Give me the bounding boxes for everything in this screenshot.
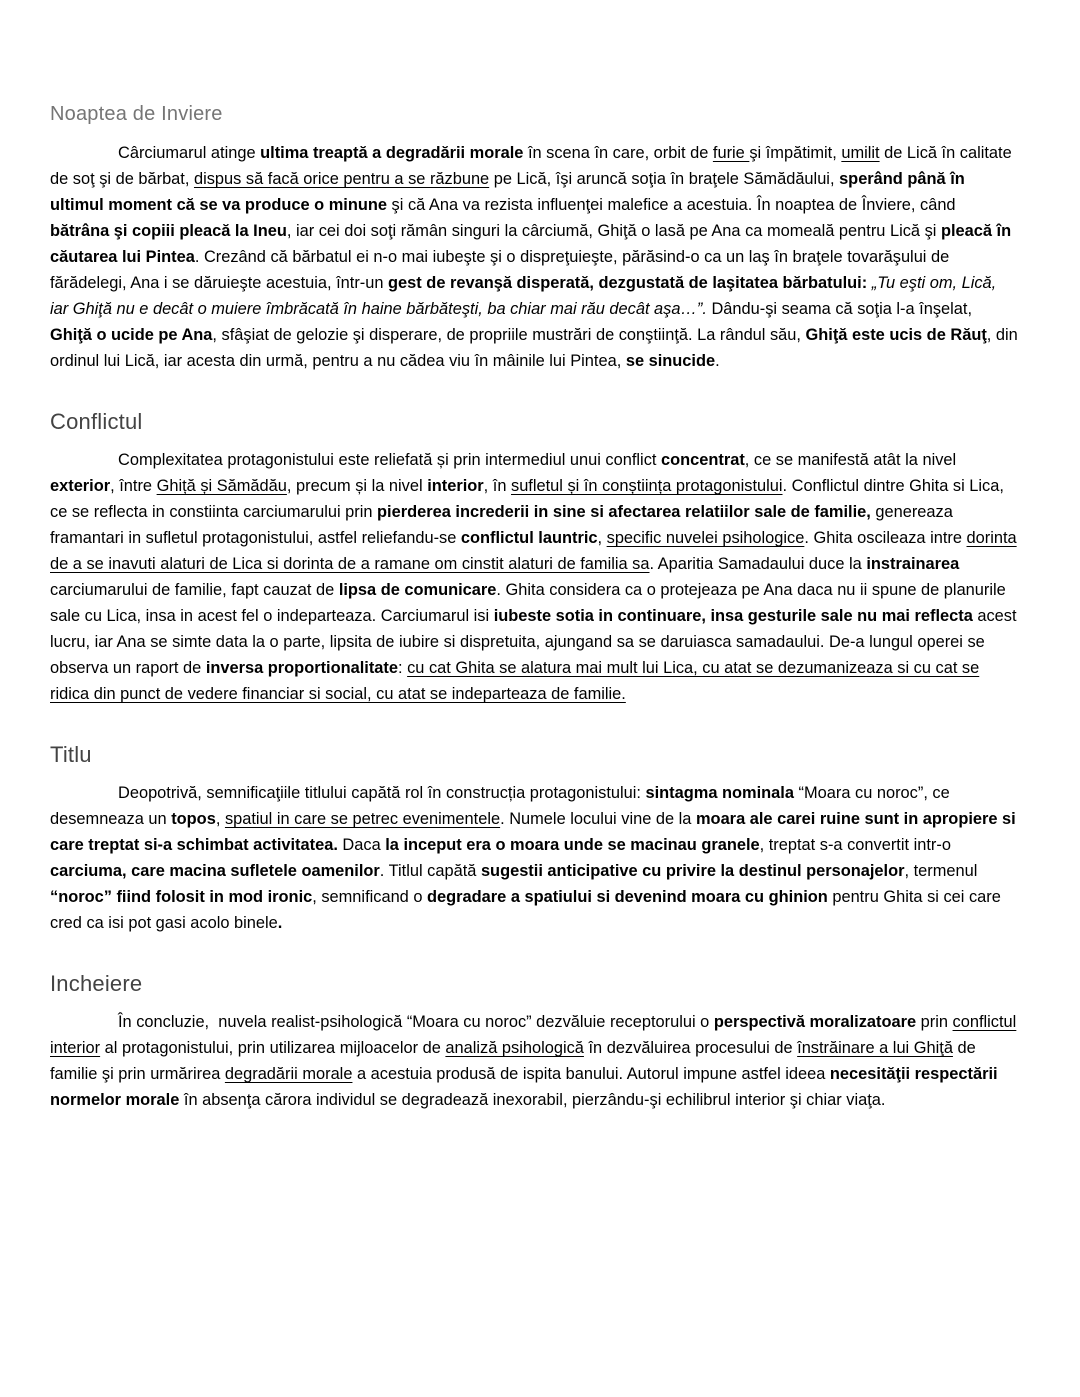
text-run: necesităţii respectării normelor morale <box>50 1065 998 1109</box>
text-run: gest de revanşă disperată, dezgustată de laşitatea bărbatului: <box>388 274 868 292</box>
text-run: , termenul <box>904 862 978 880</box>
text-run: umilit <box>841 144 880 162</box>
text-run: genereaza framantari in sufletul protagonistului, astfel reliefandu-se <box>50 503 953 547</box>
text-run: de familie şi prin urmărirea <box>50 1039 976 1083</box>
text-run: . <box>715 352 720 370</box>
text-run: moara ale carei ruine sunt in apropiere si care treptat si-a schimbat activitatea. <box>50 810 1016 854</box>
text-run: lipsa de comunicare <box>338 581 497 599</box>
text-run: pleacă în căutarea lui Pintea <box>50 222 1012 266</box>
text-run: pierderea increderii in sine si afectarea relatiilor sale de familie, <box>377 503 871 521</box>
text-run: se sinucide <box>625 352 716 370</box>
text-run: sintagma nominala <box>645 784 794 802</box>
text-run: . Ghita considera ca o protejeaza pe Ana daca nu ii spune de planurile sale cu Lica, insa in acest fel o indeparteaza. Carciumarul isi <box>50 581 1006 625</box>
text-run: Daca <box>337 836 386 854</box>
text-run: inversa proportionalitate <box>205 659 398 677</box>
text-run: Ghiţă este ucis de Răuţ <box>805 326 987 344</box>
text-run: conflictul launtric <box>460 529 598 547</box>
doc-section <box>50 101 1018 374</box>
text-run: , <box>215 810 225 828</box>
text-run: conflictul interior <box>50 1013 1017 1057</box>
text-run: furie <box>712 144 750 162</box>
text-run: în absenţa cărora individul se degradează inexorabil, pierzându-şi echilibrul interior şi chiar viaţa. <box>179 1091 886 1109</box>
text-run: . Numele locului vine de la <box>500 810 696 828</box>
text-run: de Lică în calitate de soţ şi de bărbat, <box>50 144 1012 188</box>
text-run: topos <box>171 810 216 828</box>
text-run: în dezvăluirea procesului de <box>583 1039 798 1057</box>
text-run: analiză psihologică <box>445 1039 584 1057</box>
section-heading: Conflictul <box>50 409 143 434</box>
text-run: cu cat Ghita se alatura mai mult lui Lica, cu atat se dezumanizeaza si cu cat se ridica din punct de vedere financiar si social, cu atat se indeparteaza de familie. <box>50 659 980 703</box>
section-heading: Incheiere <box>50 971 143 996</box>
doc-section <box>50 408 1018 707</box>
text-run: al protagonistului, prin utilizarea mijloacelor de <box>100 1039 446 1057</box>
text-run: exterior <box>50 477 111 495</box>
text-run: acest lucru, iar Ana se simte data la o parte, lipsita de iubire si dispretuita, ajungand sa se daruiasca samadaului. De-a lungul operei se observa un raport de <box>50 607 1017 677</box>
paragraph <box>50 447 1018 707</box>
text-run: specific nuvelei psihologice <box>606 529 805 547</box>
text-run: Ghiţă o ucide pe Ana <box>50 326 213 344</box>
text-run: . Aparitia Samadaului duce la <box>649 555 867 573</box>
text-run: Dându-şi seama că soţia l-a înşelat, <box>706 300 972 318</box>
text-run: Cârciumarul atinge <box>118 144 261 162</box>
text-run: , <box>597 529 607 547</box>
text-run: degradare a spatiului si devenind moara cu ghinion <box>427 888 828 906</box>
text-run: Complexitatea protagonistului este reliefată și prin intermediul unui conflict <box>118 451 661 469</box>
text-run: Ghiță și Sămădău <box>156 477 287 495</box>
text-run: degradării morale <box>224 1065 353 1083</box>
doc-section <box>50 741 1018 936</box>
text-run: bătrâna şi copiii pleacă la Ineu <box>50 222 287 240</box>
text-run: , din ordinul lui Lică, iar acesta din urmă, pentru a nu cădea viu în mâinile lui Pintea, <box>50 326 1018 370</box>
text-run: . <box>277 914 283 932</box>
section-heading: Titlu <box>50 742 92 767</box>
text-run: , precum și la nivel <box>286 477 428 495</box>
document-body <box>50 101 1018 1113</box>
text-run: concentrat <box>661 451 745 469</box>
text-run: instrainarea <box>866 555 960 573</box>
text-run: spatiul in care se petrec evenimentele <box>224 810 501 828</box>
text-run: : <box>398 659 408 677</box>
text-run: , ce se manifestă atât la nivel <box>744 451 957 469</box>
text-run: dispus să facă orice pentru a se răzbune <box>193 170 490 188</box>
text-run: sufletul și în conștiința protagonistului <box>511 477 783 495</box>
text-run: carciuma, care macina sufletele oamenilor <box>50 862 380 880</box>
text-run: , iar cei doi soţi rămân singuri la cârciumă, Ghiţă o lasă pe Ana ca momeală pentru Lică şi <box>286 222 941 240</box>
text-run: înstrăinare a lui Ghiţă <box>797 1039 953 1057</box>
doc-section <box>50 970 1018 1113</box>
text-run: , între <box>110 477 157 495</box>
text-run: prin <box>916 1013 953 1031</box>
text-run: ultima treaptă a degradării morale <box>260 144 524 162</box>
text-run: . Ghita oscileaza intre <box>804 529 967 547</box>
paragraph <box>50 140 1018 374</box>
text-run: dorinta de a se inavuti alaturi de Lica si dorinta de a ramane om cinstit alaturi de familia sa <box>50 529 1017 573</box>
text-run: , sfâşiat de gelozie şi disperare, de propriile mustrări de conştiinţă. La rândul său, <box>212 326 806 344</box>
text-run: “Moara cu noroc”, ce desemneaza un <box>50 784 950 828</box>
text-run: pentru Ghita si cei care cred ca isi pot gasi acolo binele <box>50 888 1001 932</box>
text-run: . Crezând că bărbatul ei n-o mai iubeşte şi o dispreţuieşte, părăsind-o ca un laş în braţele tovarăşului de fărădelegi, Ana i se dăruieşte acestuia, într-un <box>50 248 950 292</box>
text-run: În concluzie, nuvela realist-psihologică “Moara cu noroc” dezvăluie receptorului o <box>118 1013 714 1031</box>
text-run: . Titlul capătă <box>379 862 481 880</box>
text-run: la inceput era o moara unde se macinau granele <box>385 836 760 854</box>
text-run: . Conflictul dintre Ghita si Lica, ce se reflecta in constiinta carciumarului prin <box>50 477 1004 521</box>
text-run: iubeste sotia in continuare, insa gesturile sale nu mai reflecta <box>493 607 973 625</box>
text-run: în scena în care, orbit de <box>523 144 713 162</box>
text-run: „Tu eşti om, Lică, iar Ghiţă nu e decât o muiere îmbrăcată în haine bărbăteşti, ba chiar mai rău decât aşa…”. <box>50 274 997 318</box>
text-run: perspectivă moralizatoare <box>713 1013 917 1031</box>
paragraph <box>50 780 1018 936</box>
text-run: sperând până în ultimul moment că se va produce o minune <box>50 170 965 214</box>
paragraph <box>50 1009 1018 1113</box>
text-run: a acestuia produsă de ispita banului. Autorul impune astfel ideea <box>352 1065 830 1083</box>
text-run: şi împătimit, <box>749 144 842 162</box>
text-run: şi că Ana va rezista influenţei malefice a acestuia. În noaptea de Înviere, când <box>387 196 956 214</box>
text-run: “noroc” fiind folosit in mod ironic <box>50 888 313 906</box>
text-run: , semnificand o <box>312 888 428 906</box>
text-run: Deopotrivă, semnificaţiile titlului capătă rol în construcția protagonistului: <box>118 784 646 802</box>
text-run: carciumarului de familie, fapt cauzat de <box>50 581 339 599</box>
text-run: sugestii anticipative cu privire la destinul personajelor <box>480 862 905 880</box>
text-run: , treptat s-a convertit intr-o <box>759 836 951 854</box>
text-run: interior <box>427 477 484 495</box>
text-run: , în <box>483 477 511 495</box>
section-heading: Noaptea de Inviere <box>50 103 223 125</box>
text-run: pe Lică, îşi aruncă soţia în braţele Sămădăului, <box>489 170 840 188</box>
